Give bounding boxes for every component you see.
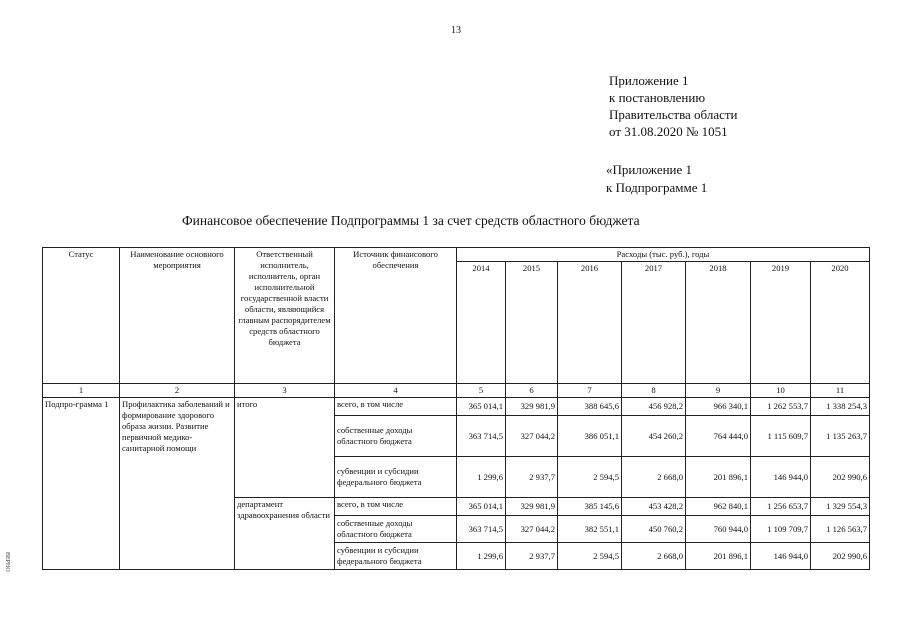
value-cell: 2 937,7 [506, 543, 558, 570]
value-cell: 386 051,1 [558, 416, 622, 457]
column-index-row [43, 384, 870, 398]
status-cell: Подпро-грамма 1 [43, 398, 120, 570]
header-year: 2015 [506, 262, 558, 384]
header-responsible: Ответственный исполнитель, исполнитель, орган исполнительной государственной власти области, являющийся главным распорядителем средств областного бюджета [235, 248, 335, 384]
column-index: 7 [558, 384, 622, 398]
value-cell: 385 145,6 [558, 498, 622, 516]
header-row-top [43, 248, 870, 262]
value-cell: 966 340,1 [686, 398, 751, 416]
value-cell: 363 714,5 [457, 416, 506, 457]
source-cell: всего, в том числе [335, 498, 457, 516]
value-cell: 1 299,6 [457, 457, 506, 498]
source-cell: всего, в том числе [335, 398, 457, 416]
value-cell: 764 444,0 [686, 416, 751, 457]
appendix-reference-line: «Приложение 1 [606, 162, 693, 177]
value-cell: 1 109 709,7 [751, 516, 811, 543]
document-title: Финансовое обеспечение Подпрограммы 1 за счет средств областного бюджета [182, 213, 640, 228]
value-cell: 1 299,6 [457, 543, 506, 570]
value-cell: 1 329 554,3 [811, 498, 870, 516]
value-cell: 454 260,2 [622, 416, 686, 457]
value-cell: 2 594,5 [558, 543, 622, 570]
value-cell: 2 668,0 [622, 543, 686, 570]
table-row [43, 398, 870, 416]
value-cell: 388 645,6 [558, 398, 622, 416]
value-cell: 146 944,0 [751, 457, 811, 498]
value-cell: 1 262 553,7 [751, 398, 811, 416]
column-index: 5 [457, 384, 506, 398]
value-cell: 327 044,2 [506, 416, 558, 457]
header-year: 2018 [686, 262, 751, 384]
header-year: 2019 [751, 262, 811, 384]
value-cell: 202 990,6 [811, 543, 870, 570]
value-cell: 456 928,2 [622, 398, 686, 416]
edge-stamp: ВЕРНО [4, 552, 10, 572]
appendix-line: к постановлению [609, 90, 706, 105]
column-index: 9 [686, 384, 751, 398]
header-year: 2017 [622, 262, 686, 384]
value-cell: 1 256 653,7 [751, 498, 811, 516]
source-cell: собственные доходы областного бюджета [335, 516, 457, 543]
value-cell: 1 338 254,3 [811, 398, 870, 416]
value-cell: 327 044,2 [506, 516, 558, 543]
value-cell: 365 014,1 [457, 398, 506, 416]
value-cell: 453 428,2 [622, 498, 686, 516]
appendix-block [609, 72, 738, 140]
value-cell: 2 937,7 [506, 457, 558, 498]
value-cell: 329 981,9 [506, 498, 558, 516]
value-cell: 1 126 563,7 [811, 516, 870, 543]
value-cell: 365 014,1 [457, 498, 506, 516]
value-cell: 1 115 609,7 [751, 416, 811, 457]
value-cell: 2 594,5 [558, 457, 622, 498]
measure-cell: Профилактика заболеваний и формирование здорового образа жизни. Развитие первичной медико-санитарной помощи [120, 398, 235, 570]
value-cell: 962 840,1 [686, 498, 751, 516]
value-cell: 760 944,0 [686, 516, 751, 543]
header-year: 2020 [811, 262, 870, 384]
value-cell: 201 896,1 [686, 543, 751, 570]
appendix-line: от 31.08.2020 № 1051 [609, 124, 728, 139]
column-index: 6 [506, 384, 558, 398]
appendix-reference-block [606, 161, 707, 197]
value-cell: 382 551,1 [558, 516, 622, 543]
column-index: 1 [43, 384, 120, 398]
header-expenses: Расходы (тыс. руб.), годы [457, 248, 870, 262]
header-year: 2016 [558, 262, 622, 384]
column-index: 10 [751, 384, 811, 398]
column-index: 3 [235, 384, 335, 398]
page-number: 13 [451, 25, 461, 36]
value-cell: 1 135 263,7 [811, 416, 870, 457]
source-cell: субвенции и субсидии федерального бюджета [335, 457, 457, 498]
header-year: 2014 [457, 262, 506, 384]
value-cell: 202 990,6 [811, 457, 870, 498]
value-cell: 201 896,1 [686, 457, 751, 498]
value-cell: 450 760,2 [622, 516, 686, 543]
financing-table [42, 247, 870, 570]
column-index: 2 [120, 384, 235, 398]
value-cell: 2 668,0 [622, 457, 686, 498]
source-cell: субвенции и субсидии федерального бюджета [335, 543, 457, 570]
header-source: Источник финансового обеспечения [335, 248, 457, 384]
executor-cell: итого [235, 398, 335, 498]
column-index: 8 [622, 384, 686, 398]
value-cell: 363 714,5 [457, 516, 506, 543]
header-measure: Наименование основного мероприятия [120, 248, 235, 384]
value-cell: 146 944,0 [751, 543, 811, 570]
value-cell: 329 981,9 [506, 398, 558, 416]
source-cell: собственные доходы областного бюджета [335, 416, 457, 457]
appendix-line: Приложение 1 [609, 73, 689, 88]
executor-cell: департамент здравоохранения области [235, 498, 335, 570]
appendix-reference-line: к Подпрограмме 1 [606, 180, 708, 195]
column-index: 4 [335, 384, 457, 398]
column-index: 11 [811, 384, 870, 398]
appendix-line: Правительства области [609, 107, 738, 122]
header-status: Статус [43, 248, 120, 384]
